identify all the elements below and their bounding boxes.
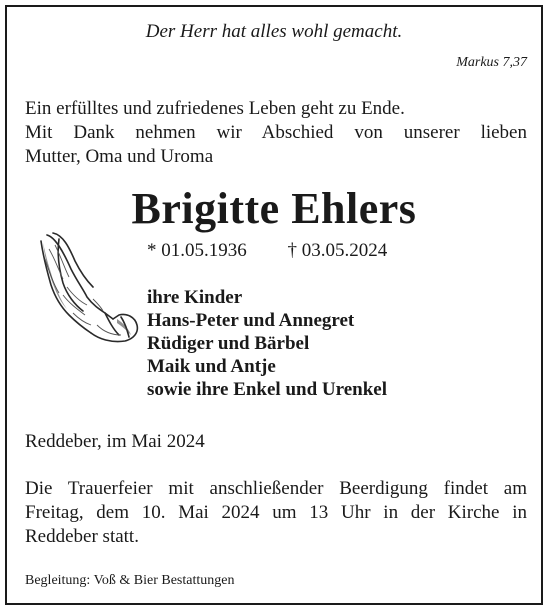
praying-hands-icon <box>33 229 143 347</box>
place-date: Reddeber, im Mai 2024 <box>25 431 205 452</box>
birth-date: * 01.05.1936 <box>147 240 247 261</box>
deceased-name: Brigitte Ehlers <box>131 184 417 233</box>
service-line: Freitag, dem 10. Mai 2024 um 13 Uhr in der Kirche in <box>25 502 527 523</box>
bible-quote-reference: Markus 7,37 <box>456 55 527 70</box>
service-line: Reddeber statt. <box>25 526 139 547</box>
bible-quote: Der Herr hat alles wohl gemacht. <box>145 21 403 42</box>
mourner-line: Maik und Antje <box>147 356 276 377</box>
intro-line: Mutter, Oma und Uroma <box>25 146 214 167</box>
life-dates <box>147 240 387 262</box>
intro-line: Ein erfülltes und zufriedenes Leben geht zu Ende. <box>25 98 405 119</box>
mourner-line: ihre Kinder <box>147 287 243 308</box>
intro-line: Mit Dank nehmen wir Abschied von unserer lieben <box>25 122 527 143</box>
death-date: † 03.05.2024 <box>287 240 388 261</box>
mourners-list <box>147 286 387 401</box>
funeral-service-info <box>25 477 527 549</box>
mourner-line: sowie ihre Enkel und Urenkel <box>147 379 388 400</box>
mourner-line: Hans-Peter und Annegret <box>147 310 355 331</box>
mourner-line: Rüdiger und Bärbel <box>147 333 310 354</box>
funeral-home-credit: Begleitung: Voß & Bier Bestattungen <box>25 573 235 588</box>
service-line: Die Trauerfeier mit anschließender Beerdigung findet am <box>25 478 527 499</box>
obituary-notice <box>5 5 543 605</box>
intro-text <box>25 97 527 169</box>
